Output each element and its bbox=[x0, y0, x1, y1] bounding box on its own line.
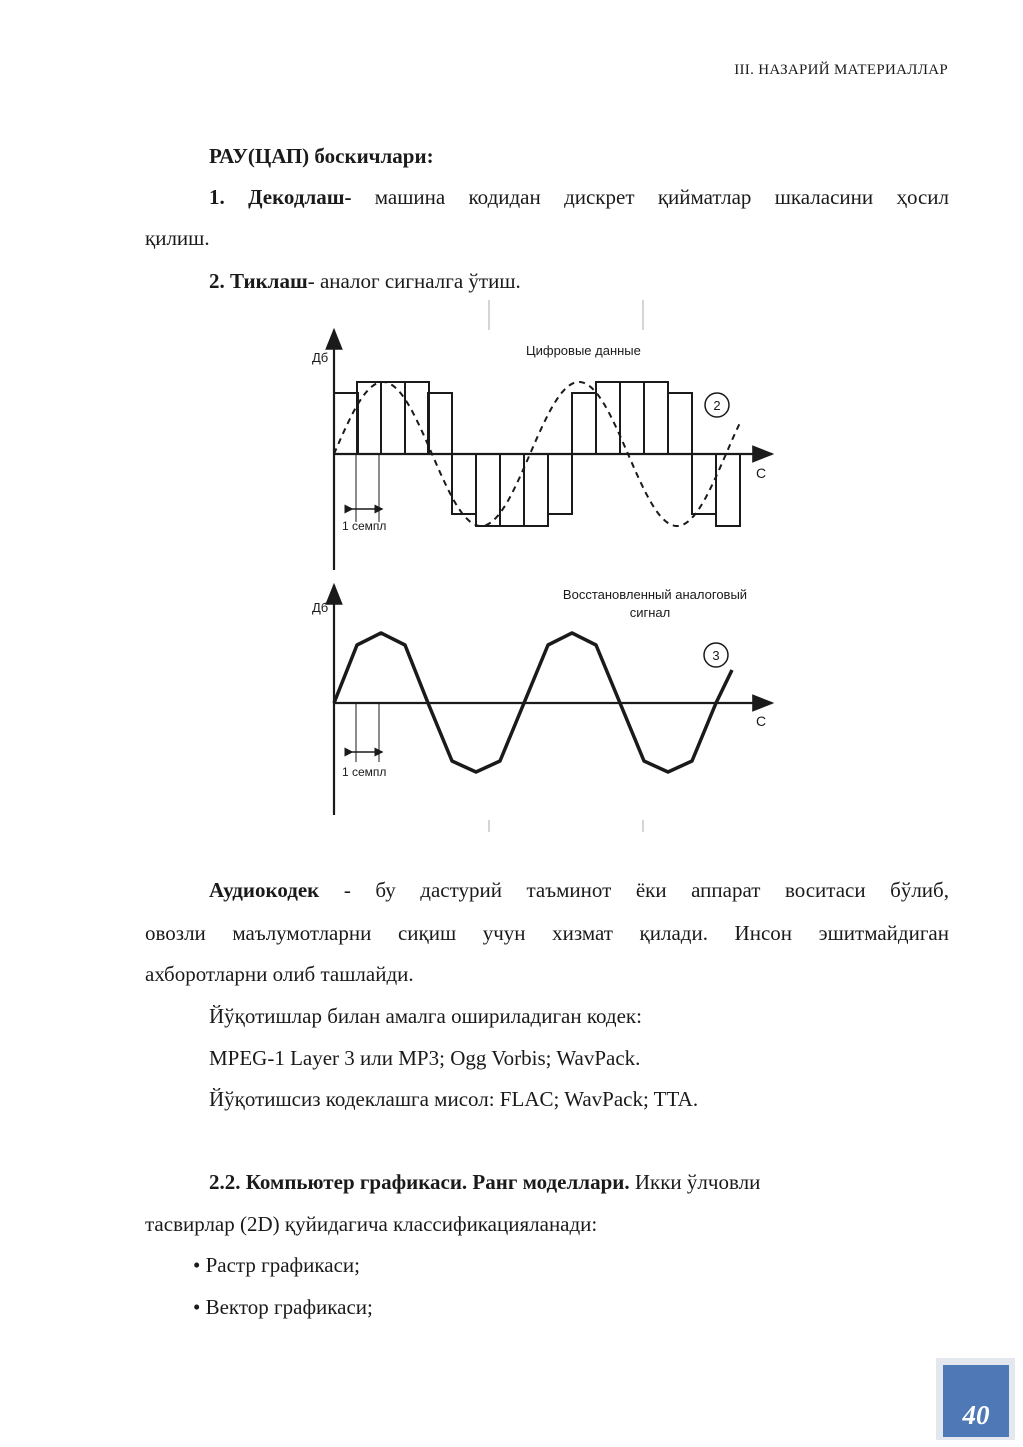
dac-title-text: РАУ(ЦАП) боскичлари: bbox=[209, 144, 434, 168]
step2-desc: - аналог сигналга ўтиш. bbox=[307, 269, 521, 293]
top-title: Цифровые данные bbox=[526, 343, 641, 358]
sample-bar bbox=[334, 393, 358, 454]
codec-term: Аудиокодек bbox=[209, 878, 320, 902]
bullet-vector: • Вектор графикаси; bbox=[193, 1295, 373, 1319]
graphics-heading-text: Икки ўлчовли bbox=[629, 1170, 761, 1194]
sample-bar bbox=[716, 454, 740, 526]
bottom-marker: 3 bbox=[712, 648, 720, 663]
sample-bar bbox=[572, 393, 596, 454]
dac-step1-continuation: қилиш. bbox=[145, 226, 210, 250]
sample-steps bbox=[334, 382, 740, 526]
bottom-x-label: С bbox=[756, 713, 767, 729]
top-y-label: Дб bbox=[312, 350, 329, 365]
bullet-raster: • Растр графикаси; bbox=[193, 1253, 360, 1277]
sample-bar bbox=[524, 454, 548, 526]
bottom-title-line1: Восстановленный аналоговый bbox=[562, 587, 748, 602]
top-x-label: С bbox=[756, 465, 767, 481]
sample-bar bbox=[428, 393, 452, 454]
lossless-examples: Йўқотишсиз кодеклашга мисол: FLAC; WavPack; TTA. bbox=[209, 1087, 699, 1111]
step1-term: 1. Декодлаш- bbox=[209, 185, 352, 209]
sample-bar bbox=[596, 382, 620, 454]
top-sample-label: 1 семпл bbox=[342, 519, 387, 533]
sample-bar bbox=[357, 382, 381, 454]
bottom-y-label: Дб bbox=[312, 600, 329, 615]
dac-signal-figure bbox=[300, 300, 800, 840]
top-marker: 2 bbox=[713, 398, 721, 413]
graphics-heading bbox=[145, 1160, 949, 1204]
codec-line1 bbox=[145, 868, 949, 912]
codec-line3: ахборотларни олиб ташлайди. bbox=[145, 962, 414, 986]
bottom-title-line2: сигнал bbox=[629, 605, 671, 620]
dac-step1 bbox=[145, 175, 949, 219]
digital-data-panel bbox=[312, 330, 772, 570]
section-header: III. НАЗАРИЙ МАТЕРИАЛЛАР bbox=[734, 62, 948, 78]
graphics-heading-bold: 2.2. Компьютер графикаси. Ранг моделлари. bbox=[209, 1170, 630, 1194]
sample-bar bbox=[500, 454, 524, 526]
lossy-list: MPEG-1 Layer 3 или MP3; Ogg Vorbis; WavPack. bbox=[209, 1046, 641, 1070]
step2-term: 2. Тиклаш bbox=[209, 269, 308, 293]
lossy-intro: Йўқотишлар билан амалга ошириладиган кодек: bbox=[209, 1004, 642, 1028]
bottom-sample-label: 1 семпл bbox=[342, 765, 387, 779]
sample-bar bbox=[405, 382, 429, 454]
codec-line2: овозли маълумотларни сиқиш учун хизмат қилади. Инсон эшитмайдиган bbox=[145, 921, 949, 945]
codec-line1-text: - бу дастурий таъминот ёки аппарат воситаси бўлиб, bbox=[319, 878, 949, 902]
graphics-line2: тасвирлар (2D) қуйидагича классификацияланади: bbox=[145, 1212, 598, 1236]
restored-analog-panel bbox=[312, 585, 772, 815]
sample-bar bbox=[644, 382, 668, 454]
step1-desc: машина кодидан дискрет қийматлар шкаласини ҳосил bbox=[351, 185, 949, 209]
dac-title bbox=[145, 134, 949, 178]
dac-step2 bbox=[145, 259, 949, 303]
page-number: 40 bbox=[943, 1365, 1009, 1437]
sample-bar bbox=[668, 393, 692, 454]
sample-bar bbox=[548, 454, 572, 514]
sample-bar bbox=[692, 454, 716, 514]
sample-bar bbox=[476, 454, 500, 526]
